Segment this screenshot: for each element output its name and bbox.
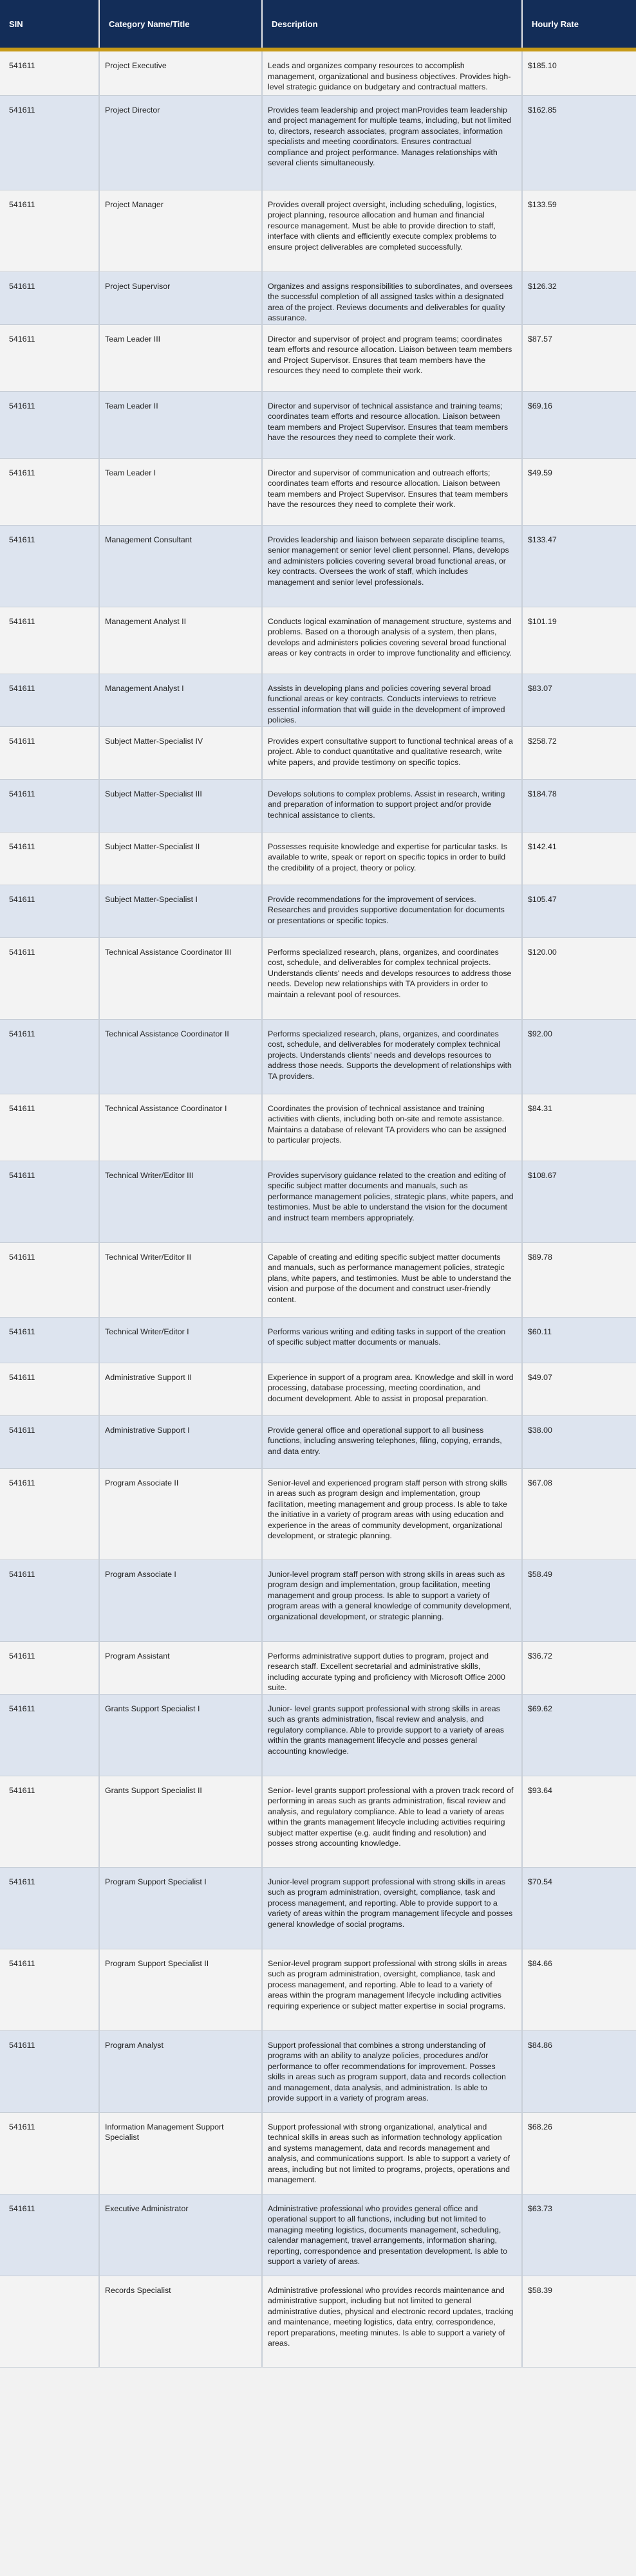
category-cell: Program Assistant [105,1651,170,1661]
table-row [0,2276,636,2367]
rate-cell: $69.16 [528,401,552,410]
category-cell: Subject Matter-Specialist IV [105,736,203,746]
description-cell: Provides team leadership and project manProvides team leadership and project management for multiple teams, including, but not limited to, directors, research associates, program associates, information specialists and meeting coordinators. Ensures contractual compliance and project performance. Manages relationships with several clients simultaneously. [268,105,512,168]
rate-cell: $101.19 [528,616,557,626]
category-cell: Management Analyst I [105,683,184,693]
rate-cell: $38.00 [528,1425,552,1435]
table-row [0,50,636,95]
table-row [0,1019,636,1094]
description-cell: Organizes and assigns responsibilities to subordinates, and oversees the successful completion of all assigned tasks within a designated area of the project. Reviews documents and deliverables for quality assurance. [268,281,513,323]
description-cell: Junior- level grants support professional with strong skills in areas such as grants administration, fiscal review and analysis, and regulatory compliance. Able to provide support to a variety of areas within the grants management lifecycle and posses general accounting knowledge. [268,1704,505,1756]
sin-cell [9,2276,89,2285]
sin-cell: 541611 [9,2040,35,2050]
table-row [0,1641,636,1694]
rate-cell: $84.86 [528,2040,552,2050]
sin-cell: 541611 [9,535,35,544]
category-cell: Project Supervisor [105,281,171,291]
table-row [0,937,636,1019]
table-row [0,1317,636,1363]
header-category: Category Name/Title [99,0,262,50]
rate-cell: $92.00 [528,1029,552,1038]
description-cell: Support professional with strong organizational, analytical and technical skills in areas such as information technology application and systems management, data and records management and analysis, and communications support. Is able to support a variety of areas, including but not limited to programs, projects, operations and management. [268,2122,510,2185]
category-cell: Program Associate I [105,1569,176,1579]
sin-cell: 541611 [9,683,35,693]
category-cell: Subject Matter-Specialist I [105,894,198,904]
rate-cell: $69.62 [528,1704,552,1713]
description-cell: Provides overall project oversight, including scheduling, logistics, project planning, resource allocation and human and financial resource management. Must be able to provide direction to staff, interface with clients and efficiently execute complex problems to ensure project deliverables are completed successfully. [268,199,497,252]
category-cell: Team Leader II [105,401,158,410]
header-row [0,0,636,50]
sin-cell: 541611 [9,1425,35,1435]
table-row [0,2112,636,2194]
sin-cell: 541611 [9,736,35,746]
sin-cell: 541611 [9,616,35,626]
description-cell: Administrative professional who provides records maintenance and administrative support, including but not limited to general administrative duties, physical and electronic record updates, tracking and maintenance, meeting logistics, data entry, correspondence, report preparations, meeting minutes. Is able to support a variety of areas. [268,2285,514,2348]
table-row [0,885,636,937]
table-row [0,607,636,674]
rate-cell: $67.08 [528,1478,552,1487]
category-cell: Technical Writer/Editor III [105,1170,194,1180]
table-row [0,1694,636,1776]
table-row [0,1776,636,1867]
table-row [0,1094,636,1161]
description-cell: Senior-level program support professional with strong skills in areas such as program administration, oversight, compliance, task and process management, and reporting. Able to lead to a variety of areas within the program management lifecycle including activities requiring experience or subject matter expertise in social programs. [268,1958,507,2010]
category-cell: Technical Assistance Coordinator III [105,947,232,957]
description-cell: Provides supervisory guidance related to the creation and editing of specific subject matter documents and manuals, such as performance management policies, strategic plans, white papers, and testimonies. Must be able to understand the vision for the document and instruct team members appropriately. [268,1170,514,1222]
description-cell: Director and supervisor of communication and outreach efforts; coordinates team efforts and resource allocation. Liaison between team members and Project Supervisor. Ensures that team members have the resources they need to complete their work. [268,468,509,510]
sin-cell: 541611 [9,1170,35,1180]
table-row [0,1468,636,1559]
sin-cell: 541611 [9,842,35,851]
description-cell: Director and supervisor of technical assistance and training teams; coordinates team efforts and resource allocation. Liaison between team members and Project Supervisor. Ensures that team members have the resources they need to complete their work. [268,401,509,443]
sin-cell: 541611 [9,1785,35,1795]
rate-cell: $60.11 [528,1327,552,1336]
category-cell: Administrative Support I [105,1425,190,1435]
description-cell: Performs specialized research, plans, organizes, and coordinates cost, schedule, and deliverables for complex technical projects. Understands clients' needs and develops resources to address those needs. Develop new relationships with TA providers in order to maintain a relevant pool of resources. [268,947,512,999]
category-cell: Program Analyst [105,2040,164,2050]
category-cell: Program Support Specialist I [105,1877,207,1886]
category-cell: Management Consultant [105,535,192,544]
category-cell: Technical Assistance Coordinator II [105,1029,229,1038]
description-cell: Develops solutions to complex problems. Assist in research, writing and preparation of information to support project and/or provide technical assistance to clients. [268,789,505,820]
rate-cell: $84.66 [528,1958,552,1968]
sin-cell: 541611 [9,401,35,410]
description-cell: Junior-level program support professional with strong skills in areas such as program administration, oversight, compliance, task and process management, and reporting. Able to provide support to a variety of areas within the program management lifecycle and posses general knowledge of social programs. [268,1877,513,1929]
description-cell: Senior-level and experienced program staff person with strong skills in areas such as program design and implementation, group facilitation, meeting management and group process. Is able to take the initiative in a variety of program areas with using education and experience in the areas of community development, organizational development, or strategic planning. [268,1478,507,1541]
rate-cell: $120.00 [528,947,557,957]
sin-cell: 541611 [9,1252,35,1262]
table-row [0,726,636,779]
rate-cell: $84.31 [528,1103,552,1113]
category-cell: Project Executive [105,61,167,70]
description-cell: Provides leadership and liaison between separate discipline teams, senior management or senior level client personnel. Plans, develops and administers policies covering several broad functional areas, or key contracts. Oversees the work of staff, which includes management and senior level professionals. [268,535,509,587]
sin-cell: 541611 [9,1478,35,1487]
description-cell: Performs administrative support duties to program, project and research staff. Excellent secretarial and administrative skills, including accurate typing and proficiency with Microsoft Office 2000 suite. [268,1651,505,1693]
category-cell: Grants Support Specialist I [105,1704,200,1713]
header-sin: SIN [0,0,99,50]
sin-cell: 541611 [9,199,35,209]
rate-cell: $36.72 [528,1651,552,1661]
rate-cell: $105.47 [528,894,557,904]
rate-cell: $142.41 [528,842,557,851]
table-row [0,2030,636,2112]
rate-cell: $87.57 [528,334,552,344]
sin-cell: 541611 [9,1327,35,1336]
table-row [0,1415,636,1468]
description-cell: Assists in developing plans and policies covering several broad functional areas or key contracts. Conducts interviews to retrieve essential information that will guide in the development of improved policies. [268,683,505,725]
description-cell: Conducts logical examination of management structure, systems and problems. Based on a thorough analysis of a system, then plans, develops and administers policies covering several broad functional areas or key contracts in order to improve functionality and efficiency. [268,616,512,658]
description-cell: Senior- level grants support professional with a proven track record of performing in areas such as grants administration, fiscal review and analysis, and regulatory compliance. Able to lead a variety of areas within the grants management lifecycle including activities requiring subject matter expertise (e.g. audit finding and resolution) and posses strong accounting knowledge. [268,1785,514,1848]
description-cell: Performs various writing and editing tasks in support of the creation of specific subject matter documents or manuals. [268,1327,506,1347]
table-body [0,50,636,2367]
table-row [0,190,636,271]
table-row [0,1242,636,1317]
table-row [0,458,636,525]
rate-cell: $68.26 [528,2122,552,2131]
description-cell: Coordinates the provision of technical assistance and training activities with clients, including both on-site and remote assistance. Maintains a database of relevant TA providers who can be assigned to particular projects. [268,1103,507,1145]
sin-cell: 541611 [9,468,35,477]
table-row [0,1867,636,1949]
rate-cell: $70.54 [528,1877,552,1886]
sin-cell: 541611 [9,2122,35,2131]
sin-cell: 541611 [9,105,35,115]
category-cell: Technical Assistance Coordinator I [105,1103,227,1113]
description-cell: Provides expert consultative support to functional technical areas of a project. Able to conduct quantitative and qualitative research, write white papers, and provide testimony on specific topics. [268,736,513,767]
description-cell: Administrative professional who provides general office and operational support to all functions, including but not limited to managing meeting logistics, documents management, scheduling, calendar management, travel arrangements, information sharing, reporting, correspondence and presentation development. Is able to support a variety of areas. [268,2203,507,2267]
description-cell: Leads and organizes company resources to accomplish management, organizational and business objectives. Provides high-level strategic guidance on budgetary and contractual matters. [268,61,511,92]
category-cell: Information Management Support Specialist [105,2122,224,2142]
rate-cell: $133.59 [528,199,557,209]
rate-cell: $89.78 [528,1252,552,1262]
category-cell: Program Associate II [105,1478,179,1487]
table-row [0,832,636,885]
rate-cell: $184.78 [528,789,557,798]
rate-cell: $126.32 [528,281,557,291]
rate-cell: $83.07 [528,683,552,693]
category-cell: Project Director [105,105,160,115]
rate-cell: $49.07 [528,1372,552,1382]
sin-cell: 541611 [9,947,35,957]
sin-cell: 541611 [9,1103,35,1113]
table-row [0,1363,636,1415]
table-row [0,95,636,190]
table-row [0,525,636,607]
category-cell: Technical Writer/Editor II [105,1252,192,1262]
table-row [0,271,636,324]
category-cell: Project Manager [105,199,164,209]
category-cell: Subject Matter-Specialist II [105,842,200,851]
category-cell: Technical Writer/Editor I [105,1327,189,1336]
description-cell: Provide recommendations for the improvement of services. Researches and provides supportive documentation for documents or presentations or specific topics. [268,894,505,925]
rate-cell: $49.59 [528,468,552,477]
sin-cell: 541611 [9,1569,35,1579]
description-cell: Junior-level program staff person with strong skills in areas such as program design and implementation, group facilitation, meeting management and group process. Is able to support a variety of program areas with a general knowledge of community development, organizational development, or strategic planning. [268,1569,512,1621]
rate-cell: $185.10 [528,61,557,70]
rate-cell: $258.72 [528,736,557,746]
sin-cell: 541611 [9,2203,35,2213]
rate-cell: $58.39 [528,2285,552,2295]
table-row [0,1161,636,1242]
sin-cell: 541611 [9,789,35,798]
table-row [0,2194,636,2276]
category-cell: Grants Support Specialist II [105,1785,202,1795]
header-description: Description [262,0,522,50]
rate-cell: $133.47 [528,535,557,544]
category-cell: Program Support Specialist II [105,1958,209,1968]
table-row [0,1559,636,1641]
table-row [0,1949,636,2030]
category-cell: Administrative Support II [105,1372,192,1382]
description-cell: Performs specialized research, plans, organizes, and coordinates cost, schedule, and deliverables for moderately complex technical projects. Understands clients' needs and develops resources to address those needs. Supports the development of relationships with TA providers. [268,1029,512,1081]
category-cell: Subject Matter-Specialist III [105,789,202,798]
description-cell: Experience in support of a program area. Knowledge and skill in word processing, database processing, meeting coordination, and document development. Able to assist in proposal preparation. [268,1372,514,1403]
sin-cell: 541611 [9,1651,35,1661]
sin-cell: 541611 [9,894,35,904]
rate-cell: $93.64 [528,1785,552,1795]
sin-cell: 541611 [9,1958,35,1968]
description-cell: Director and supervisor of project and program teams; coordinates team efforts and resource allocation. Liaison between team members and Project Supervisor. Ensures that team members have the resources they need to complete their work. [268,334,512,376]
sin-cell: 541611 [9,1704,35,1713]
description-cell: Capable of creating and editing specific subject matter documents and manuals, such as performance management policies, strategic plans, white papers, and testimonies. Must be able to understand the vision and purpose of the document and construct user-friendly content. [268,1252,512,1304]
rate-cell: $63.73 [528,2203,552,2213]
category-cell: Team Leader I [105,468,156,477]
sin-cell: 541611 [9,1029,35,1038]
rate-cell: $58.49 [528,1569,552,1579]
table-row [0,391,636,458]
description-cell: Possesses requisite knowledge and expertise for particular tasks. Is available to write, speak or report on specific topics in order to build the credibility of a project, theory or policy. [268,842,507,872]
rate-cell: $162.85 [528,105,557,115]
rate-cell: $108.67 [528,1170,557,1180]
description-cell: Support professional that combines a strong understanding of programs with an ability to analyze policies, procedures and/or performance to offer recommendations for improvement. Posses skills in areas such as program support, data and records collection and management, data analysis, and administration. Is able to provide support in a variety of program areas. [268,2040,506,2103]
sin-cell: 541611 [9,61,35,70]
category-cell: Executive Administrator [105,2203,189,2213]
sin-cell: 541611 [9,1877,35,1886]
sin-cell: 541611 [9,281,35,291]
table-header [0,0,636,50]
sin-cell: 541611 [9,334,35,344]
category-cell: Team Leader III [105,334,161,344]
table-row [0,674,636,726]
category-cell: Records Specialist [105,2285,171,2295]
description-cell: Provide general office and operational support to all business functions, including answering telephones, filing, copying, errands, and data entry. [268,1425,502,1456]
table-row [0,324,636,391]
header-rate: Hourly Rate [522,0,636,50]
sin-cell: 541611 [9,1372,35,1382]
category-cell: Management Analyst II [105,616,187,626]
table-row [0,779,636,832]
